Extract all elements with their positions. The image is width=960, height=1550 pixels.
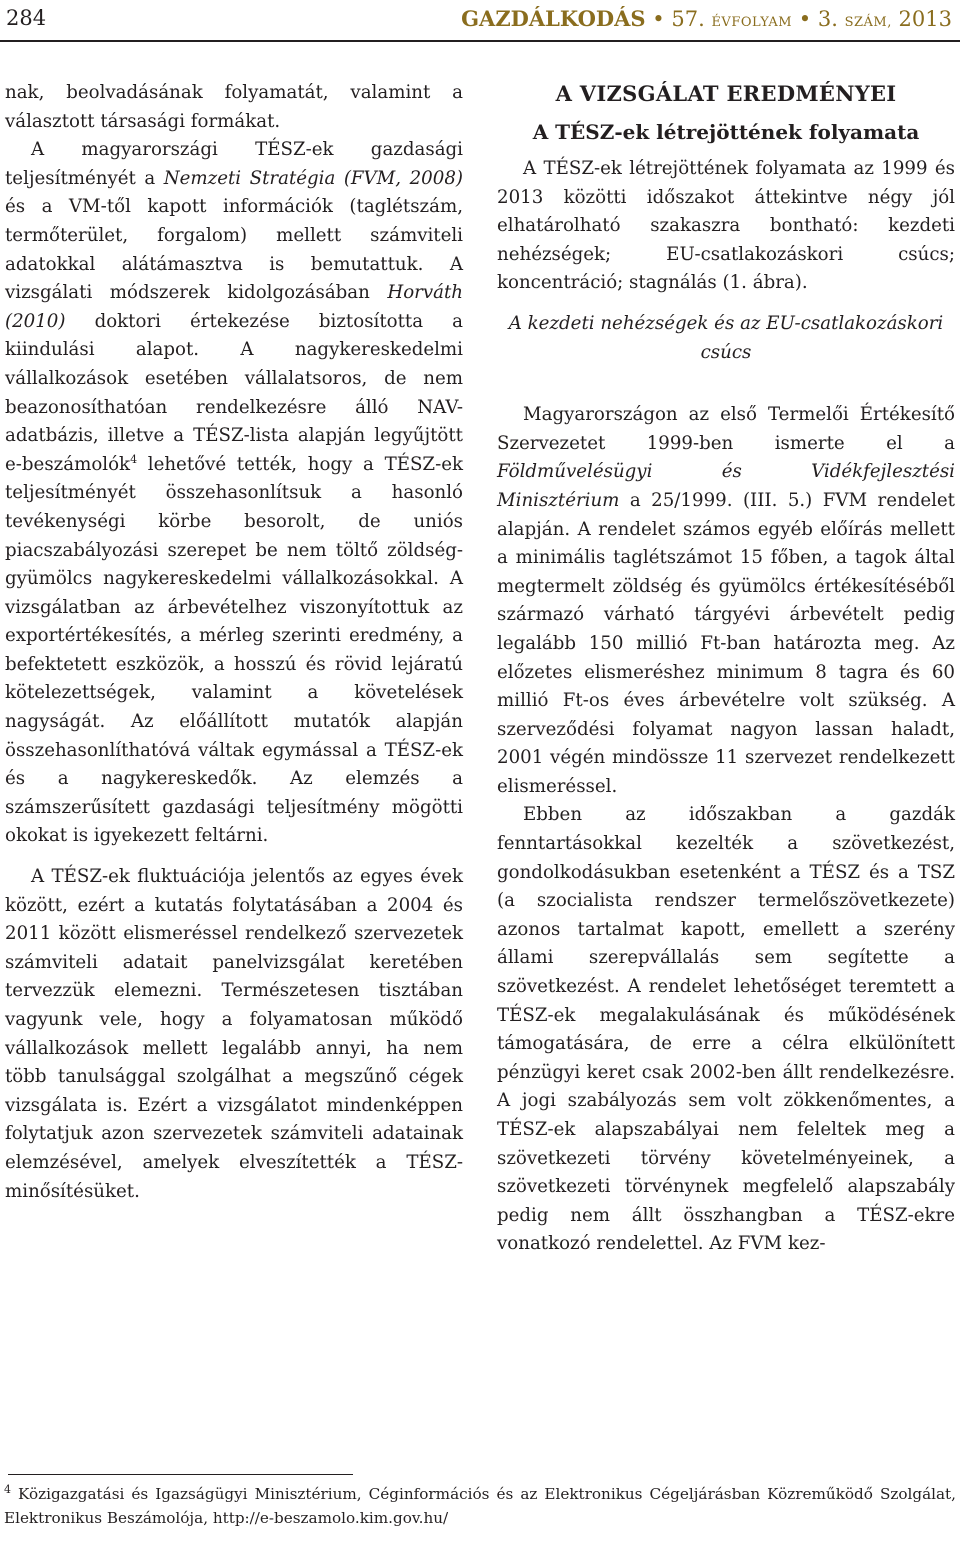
ministry-name: Földművelésügyi és Vidékfejlesztési Minisztérium (497, 461, 955, 511)
right-paragraph-1: A TÉSZ-ek létrejöttének folyamata az 1999 és 2013 közötti időszakot áttekintve négy jól elhatárolható szakaszra bontható: kezdeti nehézségek; EU-csatlakozáskori csúcs; koncentráció; stagnálás (1. ábra). (497, 158, 955, 294)
header-bullet: • (652, 7, 665, 31)
left-paragraph-1: nak, beolvadásának folyamatát, valamint a választott társasági formákat. (5, 82, 463, 132)
footnote-rule (8, 1474, 353, 1475)
left-paragraph-2 (5, 136, 463, 851)
page-number: 284 (6, 6, 47, 30)
issue-word: SZÁM, (844, 15, 892, 30)
running-header (0, 0, 960, 44)
right-paragraph-2 (497, 401, 955, 801)
right-p2-text-c: a 25/1999. (III. 5.) FVM rendelet alapján. A rendelet számos egyéb előírás mellett a minimális taglétszámot 15 főben, a tagok által megtermelt zöldség és gyümölcs értékesítéséből származó várható tárgyévi árbevételt pedig legalább 150 millió Ft-ban határozta meg. Az előzetes elismeréshez minimum 8 tagra és 60 millió Ft-os éves árbevételre volt szükség. A szerveződési folyamat nagyon lassan haladt, 2001 végén mindössze 11 szervezet rendelkezett elismeréssel. (497, 489, 955, 797)
volume-number: 57. (671, 7, 705, 31)
subsection-title: A TÉSZ-ek létrejöttének folyamata (532, 120, 920, 144)
left-p2-text-c: és a VM-től kapott információk (taglétszám, termőterület, forgalom) mellett számviteli adatokkal alátámasztva is bemutattuk. A vizsgálati módszerek kidolgozásában (5, 196, 463, 304)
footnote-marker: 4 (4, 1482, 11, 1496)
left-p2-text-a: A magyarországi TÉSZ-ek gazdasági teljesítményét a (5, 139, 463, 189)
journal-running-head (461, 6, 952, 31)
left-column (5, 79, 463, 1206)
section-title: A VIZSGÁLAT EREDMÉNYEI (555, 81, 897, 106)
journal-name: GAZDÁLKODÁS (461, 6, 646, 31)
year: 2013 (898, 7, 952, 31)
volume-word: ÉVFOLYAM (711, 15, 793, 30)
footnote-reference: 4 (130, 452, 138, 466)
right-paragraph-3: Ebben az időszakban a gazdák fenntartásokkal kezelték a szövetkezést, gondolkodásukban esetenként a TÉSZ és a TSZ (a szocialista rendszer termelőszövetkezete) azonos tartalmat kapott, emellett a szerény állami szerepvállalás sem segítette a szövetkezést. A rendelet lehetőséget teremtett a TÉSZ-ek megalakulásának és működésének támogatására, de erre a célra elkülönített pénzügyi keret csak 2002-ben állt rendelkezésre. A jogi szabályozás sem volt zökkenőmentes, a TÉSZ-ek alapszabályai nem feleltek meg a szövetkezeti törvény követelményeinek, a szövetkezeti törvénynek megfelelő alapszabály pedig nem állt összhangban a TÉSZ-ekre vonatkozó rendelettel. Az FVM kez- (497, 804, 955, 1255)
right-column (497, 79, 955, 1259)
right-p2-text-a: Magyarországon az első Termelői Értékesítő Szervezetet 1999-ben ismerte el a (497, 404, 955, 454)
left-paragraph-3: A TÉSZ-ek fluktuációja jelentős az egyes évek között, ezért a kutatás folytatásában a 2004 és 2011 között elismeréssel rendelkező szervezetek számviteli adatait panelvizsgálat keretében tervezzük elemezni. Természetesen tisztában vagyunk vele, hogy a folyamatosan működő vállalkozások mellett legalább annyi, ha nem több tanulsággal szolgálhat a megszűnő cégek vizsgálata is. Ezért a vizsgálatot mindenképpen folytatjuk azon szervezetek számviteli adatainak elemzésével, amelyek elveszítették a TÉSZ-minősítésüket. (5, 866, 463, 1202)
issue-number: 3. (817, 7, 838, 31)
footnote (4, 1482, 956, 1530)
header-bullet-2: • (798, 7, 812, 31)
citation-nemzeti-strategia: Nemzeti Stratégia (FVM, 2008) (163, 167, 463, 189)
italic-subheading: A kezdeti nehézségek és az EU-csatlakozáskori csúcs (508, 312, 944, 363)
citation-horvath: Horváth (2010) (5, 282, 463, 332)
footnote-text: Közigazgatási és Igazságügyi Minisztérium, Céginformációs és az Elektronikus Cégeljárásban Közreműködő Szolgálat, Elektronikus Beszámolója, http://e-beszamolo.kim.gov.hu/ (4, 1485, 956, 1527)
header-rule (0, 40, 960, 42)
left-p2-text-f: lehetővé tették, hogy a TÉSZ-ek teljesítményét összehasonlítsuk a hasonló tevékenységi körbe besorolt, de uniós piacszabályozási szerepet be nem töltő zöldség-gyümölcs nagykereskedelmi vállalkozásokkal. A vizsgálatban az árbevételhez viszonyítottuk az exportértékesítés, a mérleg szerinti eredmény, a befektetett eszközök, a hosszú és rövid lejáratú kötelezettségek, valamint a követelések nagyságát. Az előállított mutatók alapján összehasonlíthatóvá váltak egymással a TÉSZ-ek és a nagykereskedők. Az elemzés a számszerűsített gazdasági teljesítmény mögötti okokat is igyekezett feltárni. (5, 453, 463, 847)
left-p2-text-e: doktori értekezése biztosította a kiindulási alapot. A nagykereskedelmi vállalkozások esetében vállalatsoros, de nem beazonosíthatóan rendelkezésre álló NAV-adatbázis, illetve a TÉSZ-lista alapján legyűjtött e-beszámolók (5, 310, 463, 475)
